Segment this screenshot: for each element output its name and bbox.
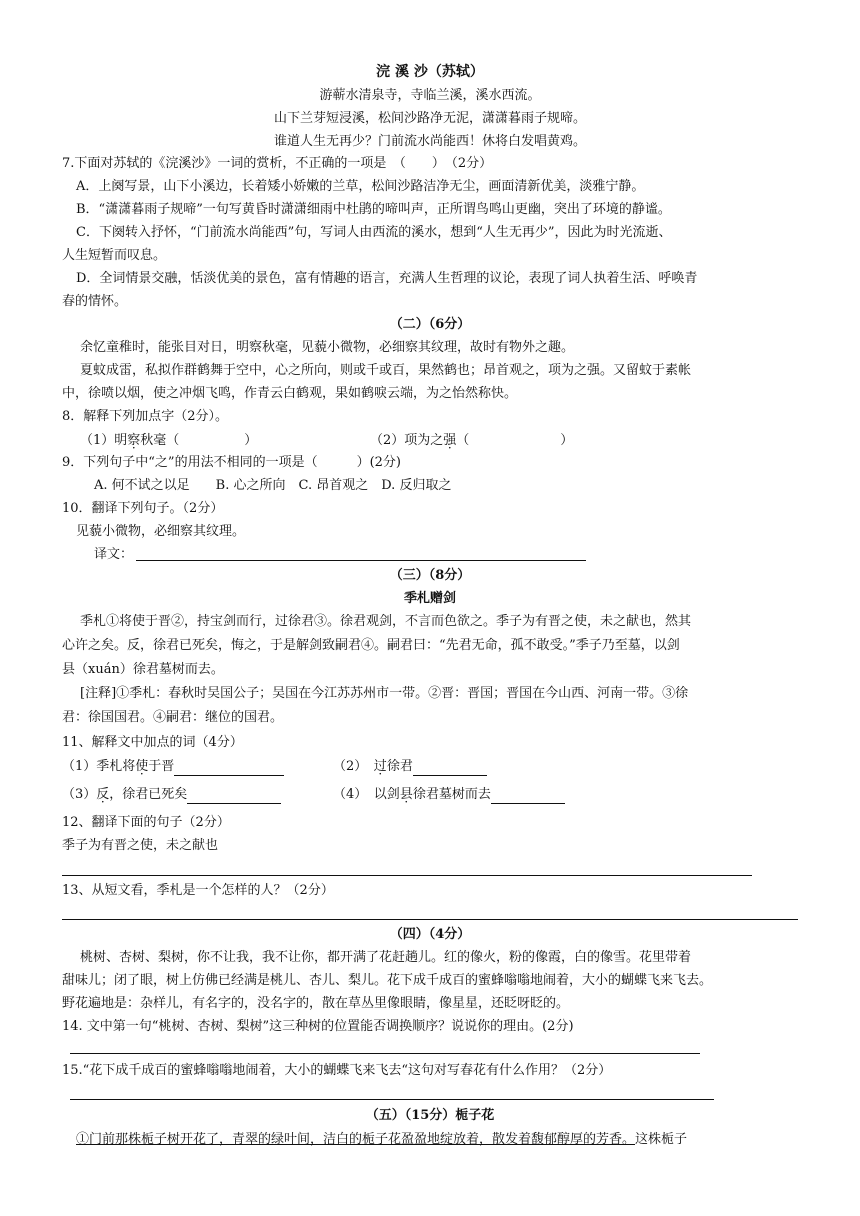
q15-answer-line[interactable] bbox=[70, 1099, 714, 1100]
q7-option-a: A．上阕写景，山下小溪边，长着矮小娇嫩的兰草，松间沙路洁净无尘，画面清新优美，淡雅宁静。 bbox=[76, 179, 645, 194]
q7-option-c: C．下阕转入抒怀，“门前流水尚能西”句，写词人由西流的溪水，想到“人生无再少”，因此为时光流逝、 bbox=[76, 225, 672, 240]
section-3-heading: （三）（8分） bbox=[389, 568, 471, 583]
s3-paragraph-2: 心许之矣。反，徐君已死矣，悔之，于是解剑致嗣君④。嗣君曰：“先君无命，孤不敢受。”季子乃至墓，以剑 bbox=[62, 638, 680, 653]
poem-line-2: 山下兰芽短浸溪，松间沙路净无泥，潇潇暮雨子规啼。 bbox=[273, 111, 586, 126]
s3-notes-1: [注释]①季札：春秋时吴国公子；吴国在今江苏苏州市一带。②晋：晋国；晋国在今山西、河南一带。③徐 bbox=[80, 686, 689, 701]
q9-options: A. 何不试之以足 B. 心之所向 C. 昂首观之 D. 反归取之 bbox=[94, 478, 452, 493]
answer-blank[interactable] bbox=[187, 789, 281, 804]
s2-paragraph-2-cont: 中，徐喷以烟，使之冲烟飞鸣，作青云白鹤观，果如鹤唳云端，为之怡然称快。 bbox=[62, 386, 518, 401]
s3-paragraph-1: 季札①将使于晋②，持宝剑而行，过徐君③。徐君观剑，不言而色欲之。季子为有晋之使，未之献也，然其 bbox=[80, 614, 692, 629]
q12-stem: 12、翻译下面的句子（2分） bbox=[62, 815, 230, 830]
underlined-sentence: ①门前那株栀子树开花了，青翠的绿叶间，洁白的栀子花盈盈地绽放着，散发着馥郁醇厚的芳香。 bbox=[76, 1132, 636, 1147]
q11-item-3: （3）反，徐君已死矣 bbox=[62, 786, 281, 804]
q7-stem: 7.下面对苏轼的《浣溪沙》一词的赏析，不正确的一项是 （ ） （2分） bbox=[62, 156, 493, 171]
section-2-heading: （二）（6分） bbox=[389, 317, 471, 332]
q8-item-1: （1）明察秋毫（ ） bbox=[80, 433, 258, 448]
q10-sentence: 见藐小微物，必细察其纹理。 bbox=[76, 524, 246, 539]
q7-option-b: B．“潇潇暮雨子规啼”一句写黄昏时潇潇细雨中杜鹃的啼叫声，正所谓鸟鸣山更幽，突出了环境的静谧。 bbox=[76, 202, 671, 217]
dotted-char: 过 bbox=[373, 759, 387, 774]
q13-stem: 13、从短文看，季札是一个怎样的人？（2分） bbox=[62, 883, 334, 898]
q7-option-c-cont: 人生短暂而叹息。 bbox=[62, 248, 167, 263]
q8-item-2: （2）项为之强（ ） bbox=[370, 433, 574, 448]
q12-sentence: 季子为有晋之使，未之献也 bbox=[62, 838, 219, 853]
dotted-char: 反 bbox=[96, 787, 110, 802]
poem-line-1: 游蕲水清泉寺，寺临兰溪，溪水西流。 bbox=[319, 88, 541, 103]
answer-blank[interactable] bbox=[491, 789, 565, 804]
q13-answer-line[interactable] bbox=[62, 919, 798, 920]
s3-title: 季札赠剑 bbox=[403, 591, 456, 606]
answer-blank[interactable] bbox=[413, 761, 487, 776]
q10-answer-label: 译文： bbox=[94, 547, 134, 562]
poem-line-3: 谁道人生无再少？门前流水尚能西！休将白发唱黄鸡。 bbox=[273, 134, 586, 149]
q12-answer-line[interactable] bbox=[62, 875, 752, 876]
q14-stem: 14. 文中第一句“桃树、杏树、梨树”这三种树的位置能否调换顺序？说说你的理由。(2分) bbox=[62, 1019, 574, 1034]
q11-item-1: （1）季札将使于晋 bbox=[62, 758, 284, 776]
s4-paragraph-3: 野花遍地是：杂样儿，有名字的，没名字的，散在草丛里像眼睛，像星星，还眨呀眨的。 bbox=[62, 996, 570, 1011]
q11-item-2: （2） 过徐君 bbox=[333, 758, 487, 776]
answer-blank[interactable] bbox=[174, 761, 284, 776]
q11-stem: 11、解释文中加点的词（4分） bbox=[62, 735, 243, 750]
q14-answer-line[interactable] bbox=[70, 1053, 700, 1054]
q7-option-d-cont: 春的情怀。 bbox=[62, 294, 128, 309]
s4-paragraph-2: 甜味儿；闭了眼，树上仿佛已经满是桃儿、杏儿、梨儿。花下成千成百的蜜蜂嗡嗡地闹着，大小的蝴蝶飞来飞去。 bbox=[62, 973, 713, 988]
s2-paragraph-2: 夏蚊成雷，私拟作群鹤舞于空中，心之所向，则或千或百，果然鹤也；昂首观之，项为之强。又留蚊于素帐 bbox=[80, 363, 692, 378]
s5-paragraph-1: ①门前那株栀子树开花了，青翠的绿叶间，洁白的栀子花盈盈地绽放着，散发着馥郁醇厚的芳香。这株栀子 bbox=[76, 1132, 688, 1147]
poem-title: 浣 溪 沙（苏轼） bbox=[376, 64, 484, 80]
s2-paragraph-1: 余忆童稚时，能张目对日，明察秋毫，见藐小微物，必细察其纹理，故时有物外之趣。 bbox=[80, 340, 575, 355]
s3-paragraph-3: 县（xuán）徐君墓树而去。 bbox=[62, 662, 224, 677]
q11-item-4: （4） 以剑县徐君墓树而去 bbox=[333, 786, 565, 804]
q9-stem: 9．下列句子中“之”的用法不相同的一项是（ ）(2分) bbox=[62, 455, 401, 470]
dotted-char: 强 bbox=[443, 433, 457, 448]
q10-answer-line[interactable] bbox=[136, 560, 586, 561]
q7-option-d: D．全词情景交融，恬淡优美的景色，富有情趣的语言，充满人生哲理的议论，表现了词人执着生活、呼唤青 bbox=[76, 271, 698, 286]
q15-stem: 15.“花下成千成百的蜜蜂嗡嗡地闹着，大小的蝴蝶飞来飞去“这句对写春花有什么作用？（2分） bbox=[62, 1063, 612, 1078]
dotted-char: 察 bbox=[127, 433, 141, 448]
s4-paragraph-1: 桃树、杏树、梨树，你不让我，我不让你，都开满了花赶趟儿。红的像火，粉的像霞，白的像雪。花里带着 bbox=[80, 950, 692, 965]
section-5-heading: （五）（15分）栀子花 bbox=[365, 1108, 495, 1123]
dotted-char: 使 bbox=[135, 759, 149, 774]
q8-stem: 8．解释下列加点字（2分）。 bbox=[62, 409, 229, 424]
dotted-char: 县 bbox=[399, 787, 413, 802]
s3-notes-2: 君：徐国国君。④嗣君：继位的国君。 bbox=[62, 710, 284, 725]
q10-stem: 10．翻译下列句子。（2分） bbox=[62, 501, 224, 516]
section-4-heading: （四）（4分） bbox=[389, 927, 471, 942]
